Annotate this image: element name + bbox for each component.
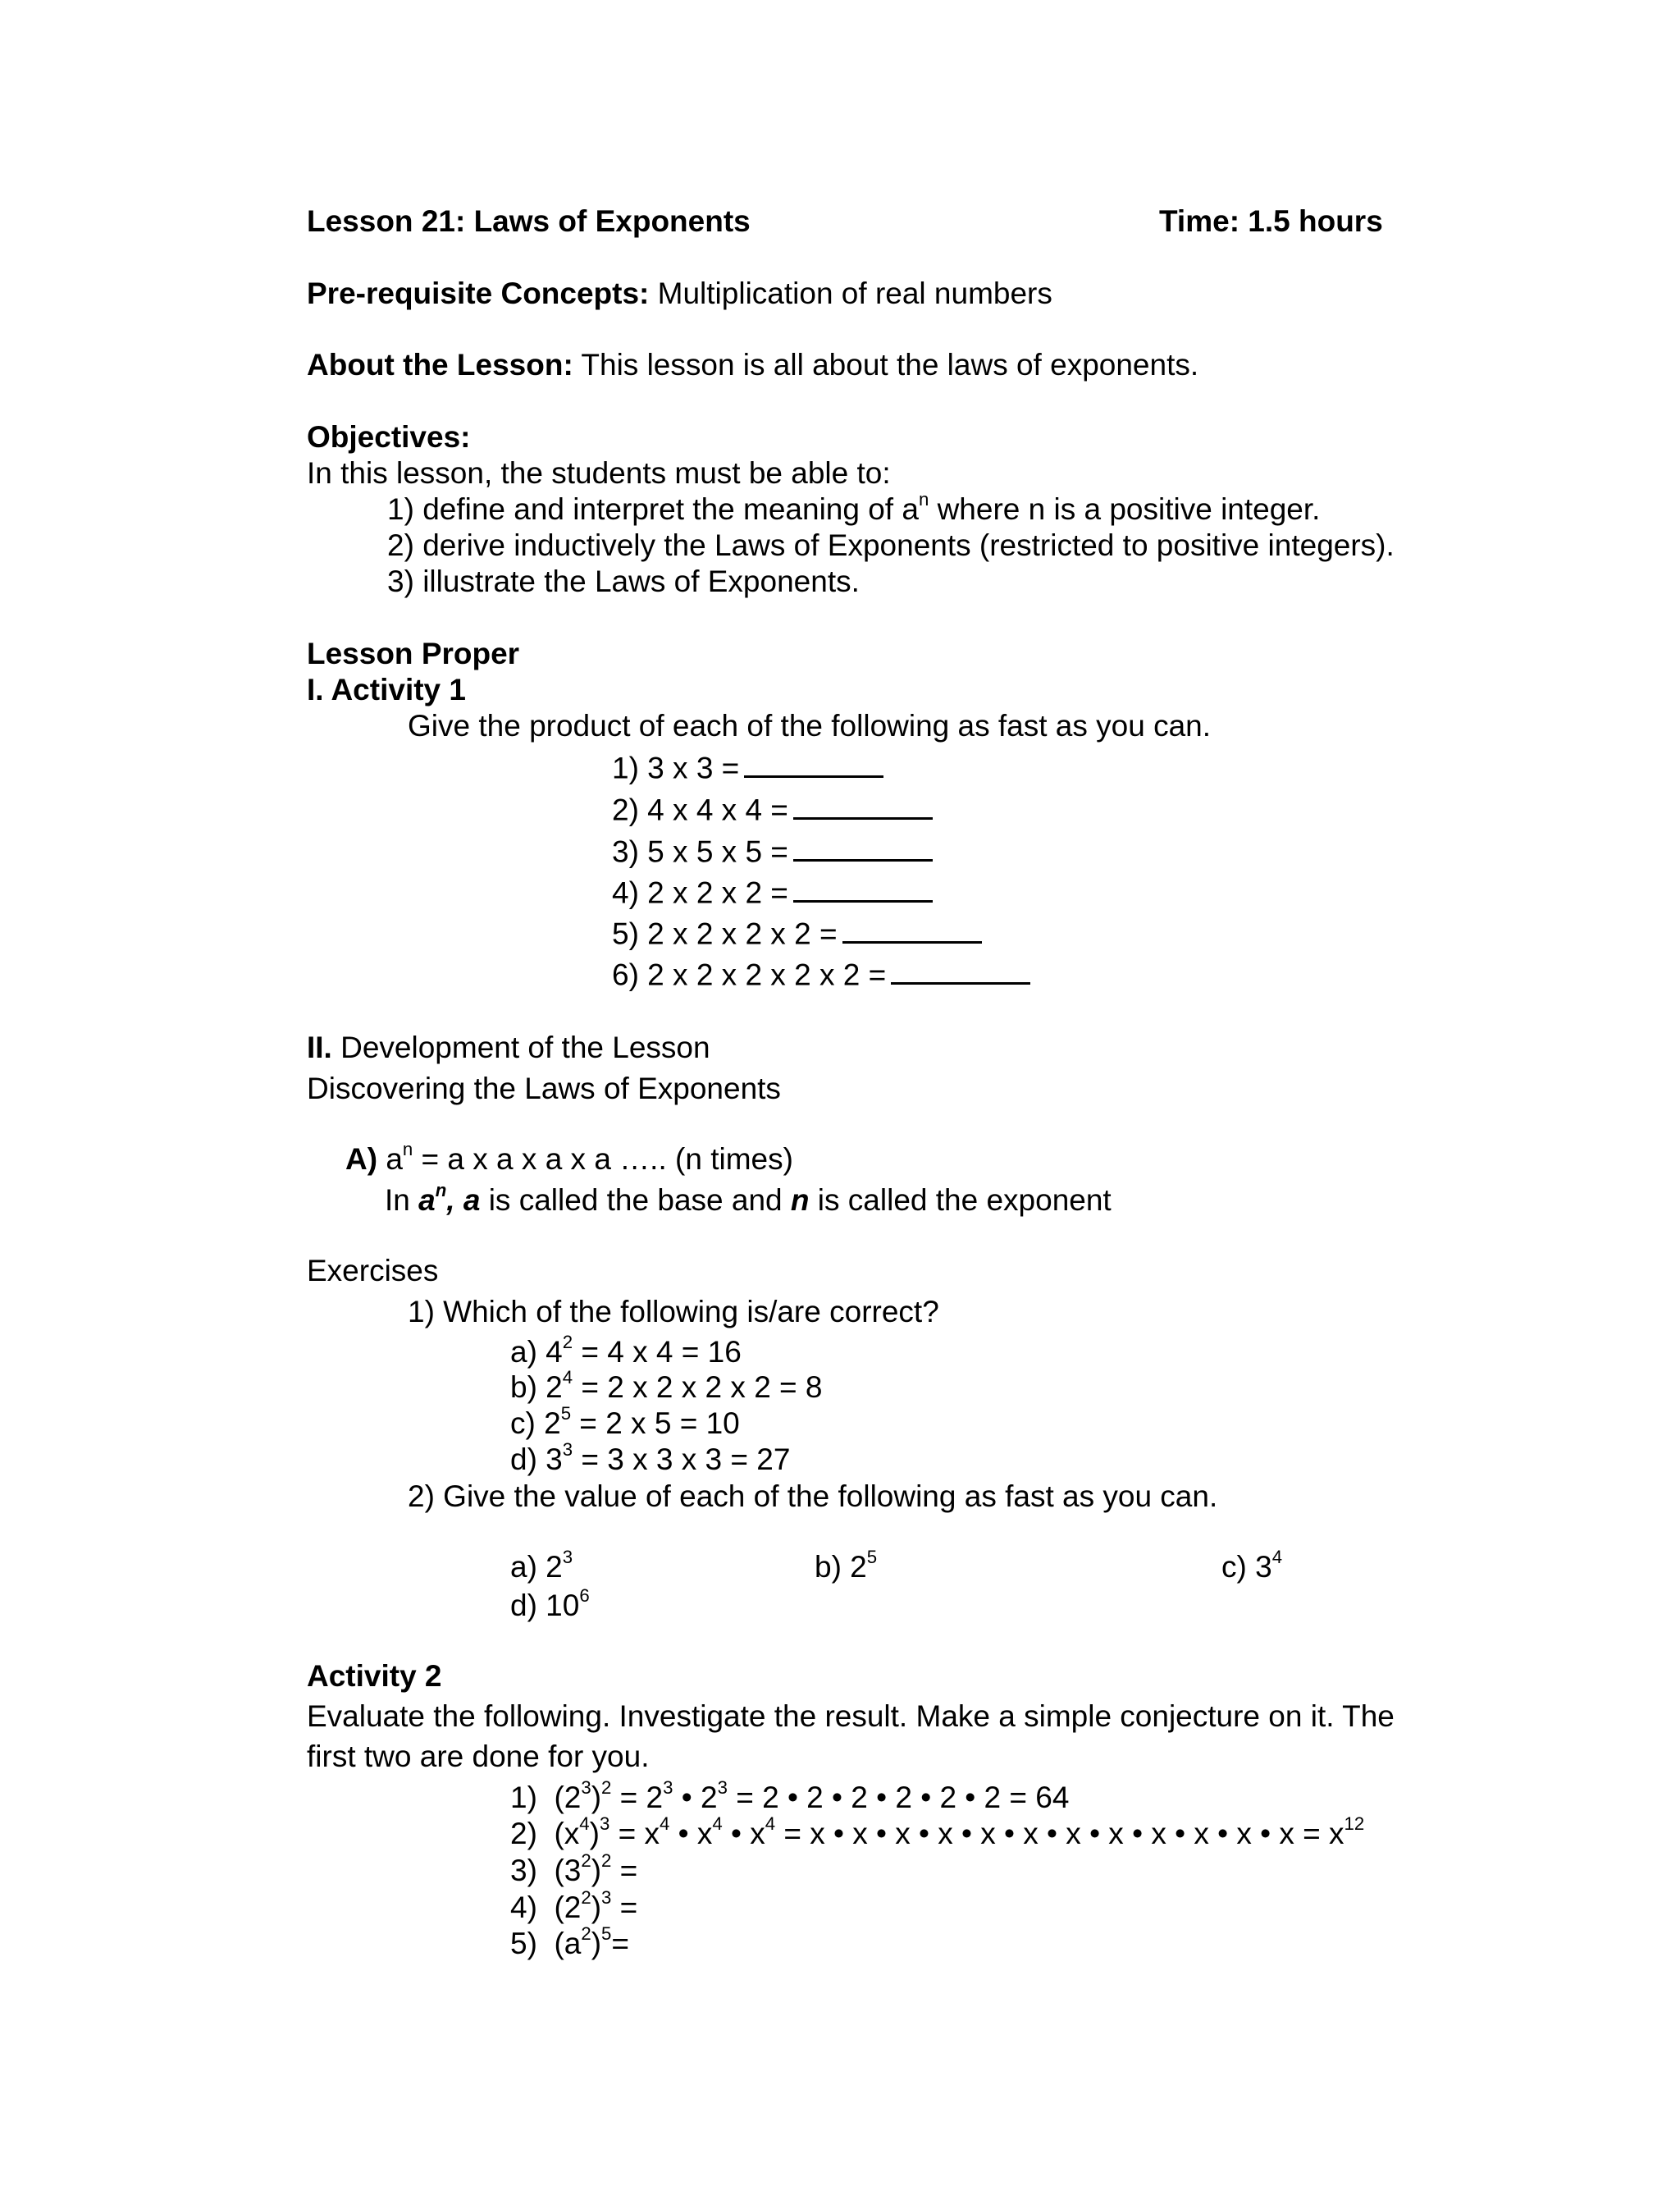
option-exponent: 5	[560, 1403, 572, 1424]
exercise-q2-b	[815, 1547, 878, 1584]
objective-text: define and interpret the meaning of a	[422, 492, 919, 526]
exercise-q1-option	[510, 1332, 742, 1369]
exp: 4	[579, 1813, 590, 1835]
activity2-item-2	[510, 1813, 1365, 1850]
activity2-instruction-line1: Evaluate the following. Investigate the result. Make a simple conjecture on it. The	[307, 1699, 1395, 1733]
prerequisite-label: Pre-requisite Concepts:	[307, 277, 650, 310]
option-text-end: = 4 x 4 = 16	[573, 1335, 742, 1369]
q2-exponent: 3	[562, 1547, 573, 1568]
rule-a-expansion: = a x a x a x a ….. (n times)	[413, 1142, 793, 1176]
expr: )	[589, 1817, 600, 1850]
rule-a-label: A)	[345, 1142, 378, 1176]
exp: 2	[581, 1850, 591, 1872]
about-text: This lesson is all about the laws of exponents.	[581, 348, 1199, 382]
activity1-item	[612, 955, 1030, 990]
exp: 2	[601, 1850, 612, 1872]
expr: • x	[722, 1817, 765, 1850]
exercise-q1-option	[510, 1367, 823, 1404]
q2-text: a) 2	[510, 1550, 563, 1584]
q2-text: b) 2	[815, 1550, 867, 1584]
exercise-q2-a	[510, 1547, 573, 1584]
expr: = x	[609, 1817, 660, 1850]
lesson-proper-heading: Lesson Proper	[307, 637, 520, 670]
exercise-q1: 1) Which of the following is/are correct?	[408, 1295, 939, 1328]
expr: =	[611, 1927, 629, 1960]
exercises-heading: Exercises	[307, 1254, 439, 1287]
about-line	[307, 350, 1198, 380]
exp: 3	[717, 1777, 728, 1799]
rule-a-explanation	[385, 1180, 1112, 1217]
lesson-time: Time: 1.5 hours	[1159, 204, 1383, 238]
activity1-item-text: 1) 3 x 3 =	[612, 751, 740, 785]
item-number: 4)	[510, 1891, 537, 1924]
exercise-q2-d	[510, 1585, 590, 1622]
option-text: a) 4	[510, 1335, 563, 1369]
activity1-item-text: 6) 2 x 2 x 2 x 2 x 2 =	[612, 958, 887, 992]
option-text: d) 3	[510, 1442, 563, 1476]
explain-base-2: , a	[446, 1183, 481, 1217]
objective-number: 1)	[387, 492, 414, 526]
expr: • 2	[673, 1781, 718, 1814]
exp: 3	[599, 1813, 610, 1835]
activity2-item-5	[510, 1923, 629, 1960]
activity1-item	[612, 873, 933, 908]
prerequisite-text: Multiplication of real numbers	[657, 277, 1052, 310]
answer-blank	[891, 955, 1030, 985]
exercise-q1-option	[510, 1439, 791, 1476]
item-number: 1)	[510, 1781, 537, 1814]
exp: 5	[601, 1923, 612, 1945]
rule-a-exponent: n	[402, 1139, 413, 1160]
objective-item-2	[387, 530, 1395, 560]
objective-item-1	[387, 489, 1321, 526]
activity1-item	[612, 832, 933, 869]
expr: = x • x • x • x • x • x • x • x • x • x • x • x = x	[775, 1817, 1344, 1850]
exercise-q1-option	[510, 1403, 740, 1440]
activity2-heading: Activity 2	[307, 1659, 442, 1693]
exp: 2	[581, 1887, 591, 1909]
explain-text: In	[385, 1183, 419, 1217]
expr: = 2	[611, 1781, 664, 1814]
activity1-heading: I. Activity 1	[307, 673, 466, 706]
expr: )	[591, 1891, 602, 1924]
expr: • x	[669, 1817, 713, 1850]
option-text: c) 2	[510, 1406, 561, 1440]
q2-text: d) 10	[510, 1589, 580, 1622]
activity1-item-text: 2) 4 x 4 x 4 =	[612, 793, 788, 827]
development-title: Development of the Lesson	[331, 1031, 710, 1064]
exp: 2	[581, 1923, 591, 1945]
expr: = 2 • 2 • 2 • 2 • 2 • 2 = 64	[727, 1781, 1070, 1814]
activity1-item-text: 3) 5 x 5 x 5 =	[612, 834, 788, 869]
expr: (3	[554, 1854, 582, 1887]
answer-blank	[793, 832, 933, 862]
activity1-item	[612, 914, 982, 949]
answer-blank	[744, 748, 883, 778]
explain-base: a	[418, 1183, 436, 1217]
option-text: b) 2	[510, 1370, 563, 1404]
option-exponent: 2	[562, 1332, 573, 1353]
expr: )	[591, 1781, 602, 1814]
option-text-end: = 2 x 5 = 10	[571, 1406, 740, 1440]
activity2-item-1	[510, 1777, 1070, 1814]
expr: (2	[554, 1891, 582, 1924]
objectives-heading: Objectives:	[307, 420, 471, 454]
activity2-instruction-line2: first two are done for you.	[307, 1740, 650, 1773]
activity1-item-text: 4) 2 x 2 x 2 =	[612, 876, 788, 910]
activity2-item-3	[510, 1850, 638, 1887]
option-text-end: = 2 x 2 x 2 x 2 = 8	[573, 1370, 823, 1404]
activity1-item	[612, 790, 933, 825]
option-exponent: 4	[562, 1367, 573, 1388]
development-subheading: Discovering the Laws of Exponents	[307, 1072, 781, 1105]
exp: 2	[601, 1777, 612, 1799]
exp: 3	[601, 1887, 612, 1909]
option-exponent: 3	[562, 1439, 573, 1461]
item-number: 2)	[510, 1817, 537, 1850]
exp: 3	[581, 1777, 591, 1799]
exp: 4	[765, 1813, 776, 1835]
objective-text: derive inductively the Laws of Exponents (restricted to positive integers).	[422, 528, 1395, 562]
option-text-end: = 3 x 3 x 3 = 27	[573, 1442, 791, 1476]
activity1-item-text: 5) 2 x 2 x 2 x 2 =	[612, 917, 838, 951]
activity2-item-4	[510, 1887, 638, 1924]
activity1-item	[612, 748, 883, 783]
objective-text: illustrate the Laws of Exponents.	[422, 565, 860, 598]
q2-exponent: 6	[579, 1585, 590, 1607]
explain-n: n	[790, 1183, 810, 1217]
expr: =	[611, 1854, 638, 1887]
answer-blank	[793, 873, 933, 903]
explain-exponent: n	[435, 1180, 447, 1201]
explain-text-end: is called the exponent	[809, 1183, 1112, 1217]
q2-exponent: 4	[1271, 1547, 1283, 1568]
rule-a-definition	[345, 1139, 793, 1176]
objective-number: 3)	[387, 565, 414, 598]
objective-item-3	[387, 566, 860, 597]
explain-text-mid: is called the base and	[480, 1183, 791, 1217]
activity1-instruction: Give the product of each of the following as fast as you can.	[408, 709, 1212, 743]
expr: (a	[554, 1927, 582, 1960]
exp: 4	[659, 1813, 670, 1835]
expr: (x	[554, 1817, 580, 1850]
q2-text: c) 3	[1221, 1550, 1272, 1584]
q2-exponent: 5	[866, 1547, 878, 1568]
prerequisite-line	[307, 278, 1052, 309]
exercise-q2: 2) Give the value of each of the following as fast as you can.	[408, 1479, 1218, 1513]
expr: =	[611, 1891, 638, 1924]
expr: (2	[554, 1781, 582, 1814]
exp: 3	[663, 1777, 673, 1799]
expr: )	[591, 1854, 602, 1887]
rule-a-base: a	[386, 1142, 403, 1176]
lesson-title: Lesson 21: Laws of Exponents	[307, 204, 751, 238]
development-numeral: II.	[307, 1031, 332, 1064]
about-label: About the Lesson:	[307, 348, 573, 382]
development-heading	[307, 1032, 710, 1063]
expr: )	[591, 1927, 602, 1960]
answer-blank	[793, 790, 933, 820]
answer-blank	[842, 914, 982, 944]
exp: 12	[1344, 1813, 1365, 1835]
item-number: 3)	[510, 1854, 537, 1887]
objective-exponent: n	[918, 489, 929, 510]
exp: 4	[712, 1813, 723, 1835]
objective-text-end: where n is a positive integer.	[929, 492, 1321, 526]
objectives-intro: In this lesson, the students must be able to:	[307, 456, 891, 490]
exercise-q2-c	[1221, 1547, 1283, 1584]
objective-number: 2)	[387, 528, 414, 562]
item-number: 5)	[510, 1927, 537, 1960]
